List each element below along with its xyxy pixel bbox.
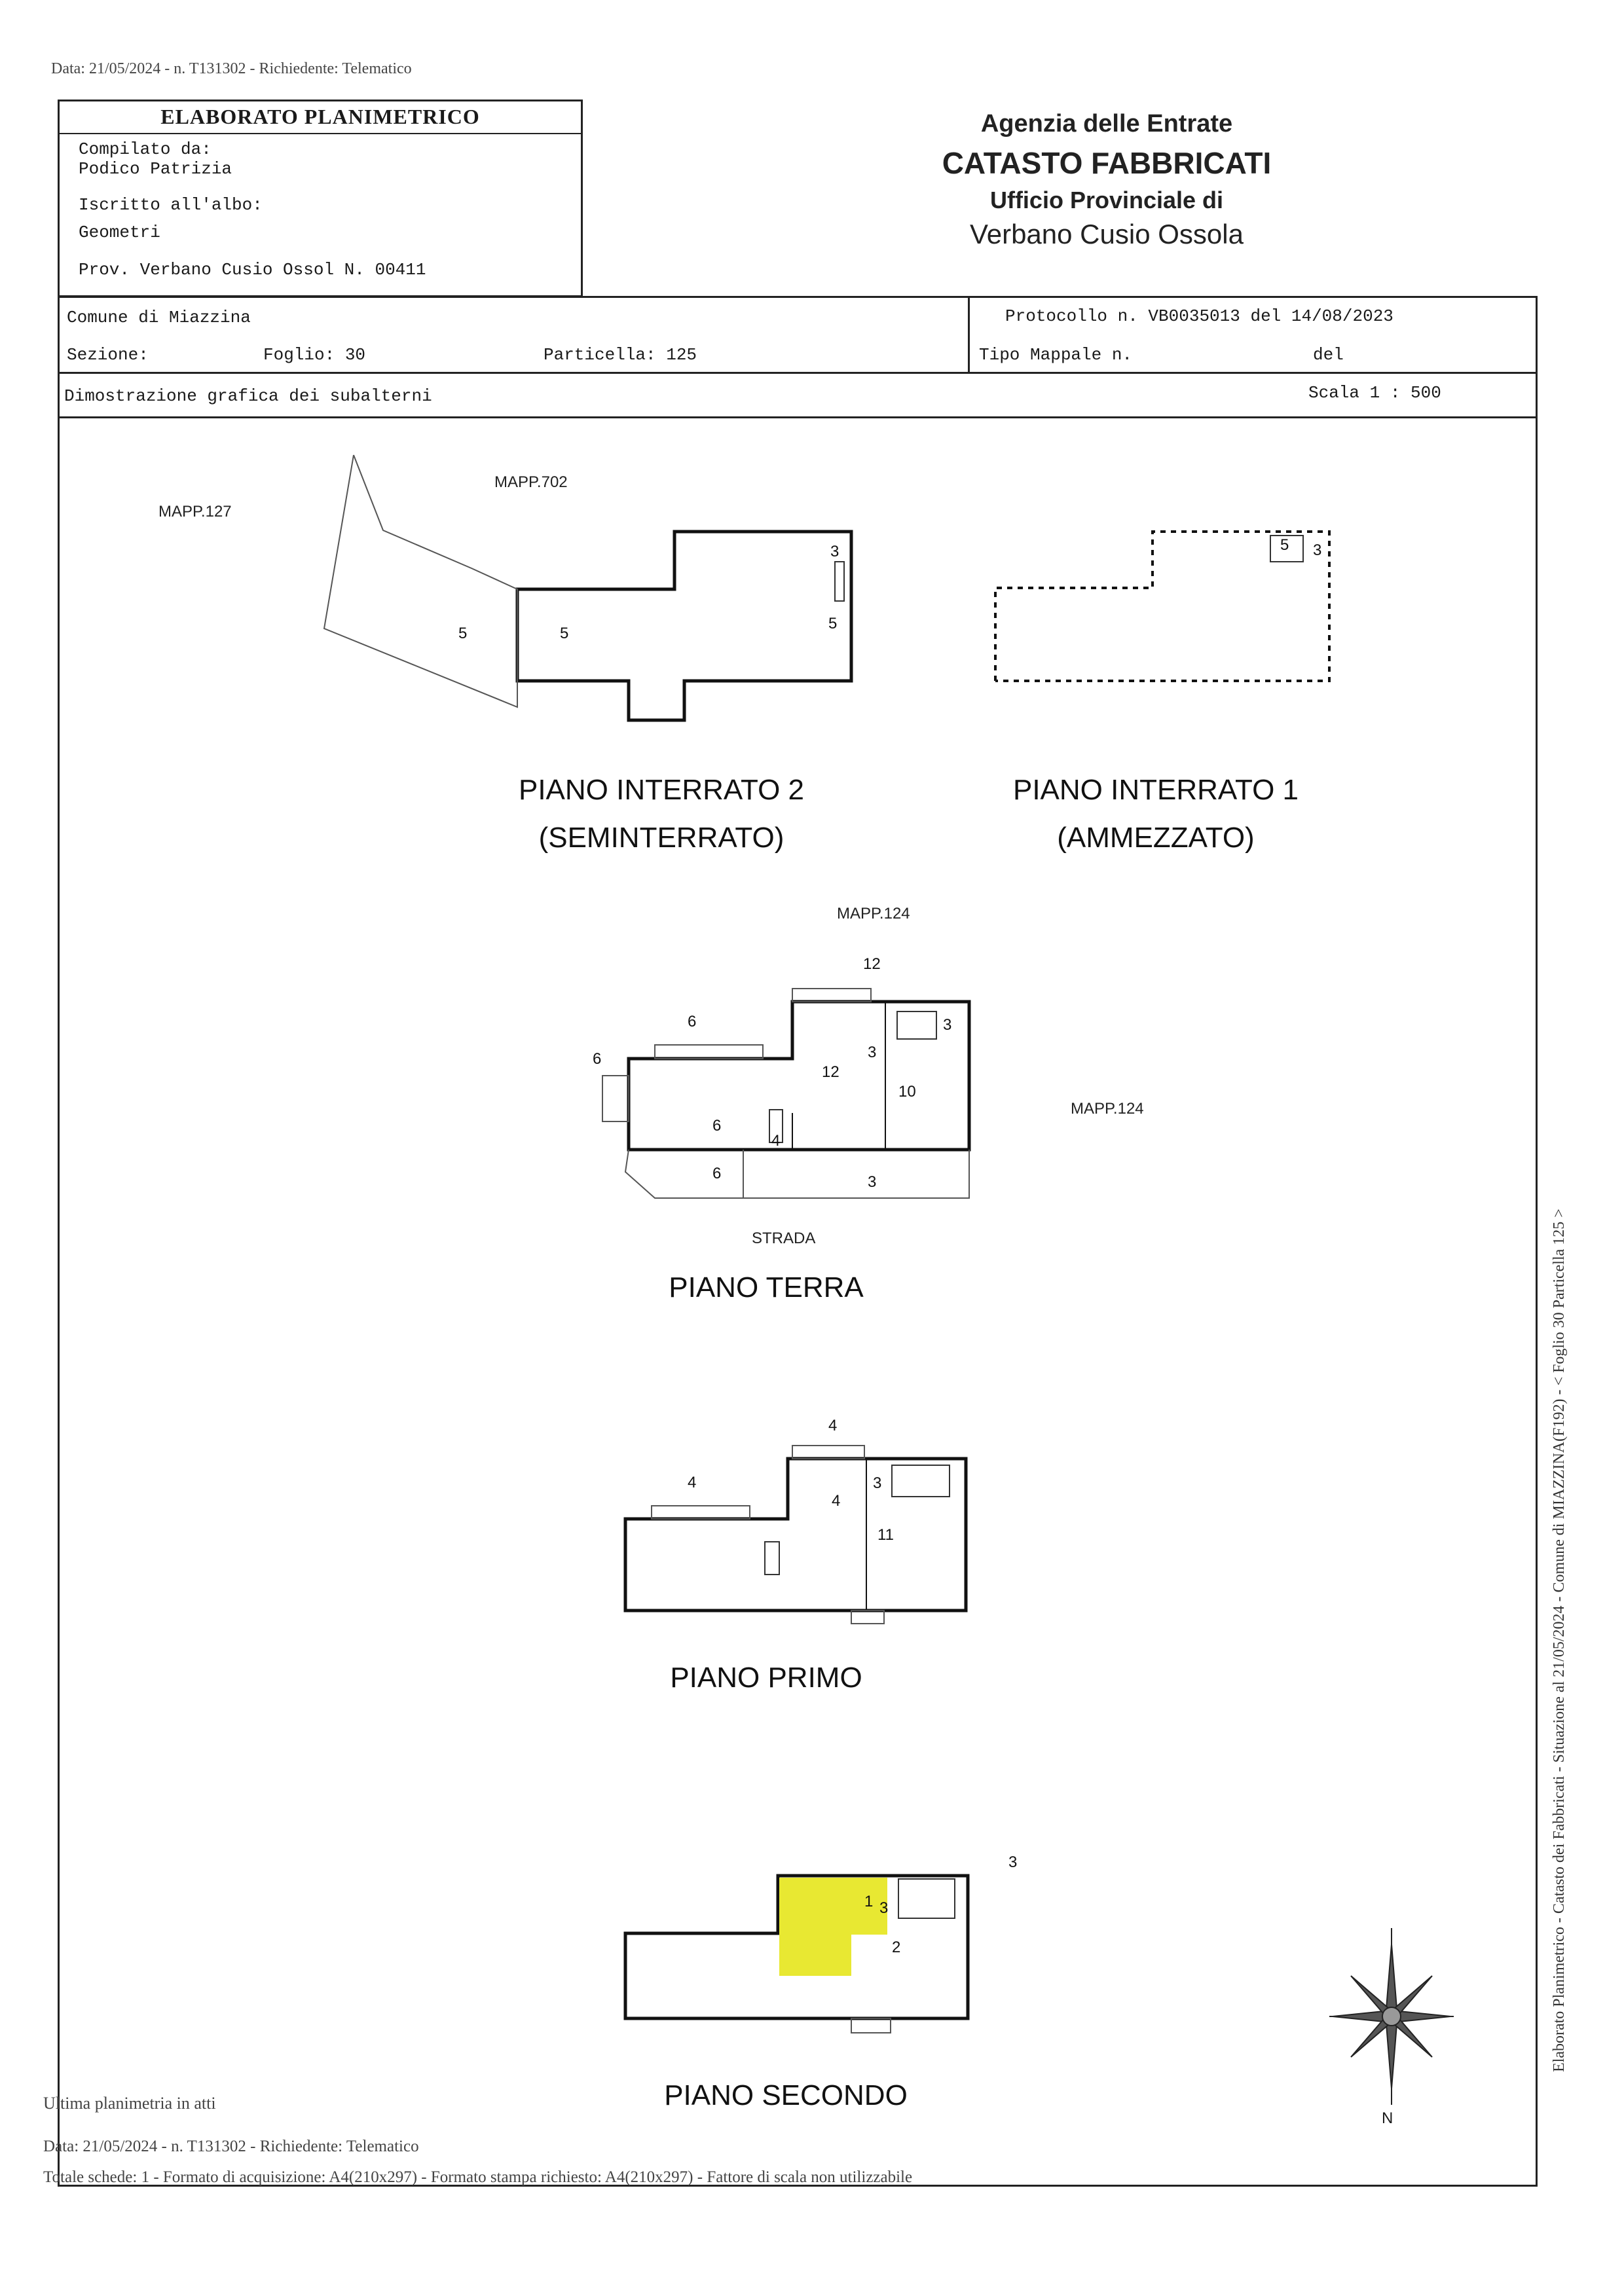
primo-balcony-left: [652, 1506, 750, 1519]
interrato1-subtitle: (AMMEZZATO): [1057, 822, 1255, 854]
sezione-label: Sezione:: [67, 345, 149, 365]
registered-label: Iscritto all'albo:: [79, 195, 263, 215]
sub-number: 5: [458, 625, 468, 642]
sub-number: 3: [873, 1474, 882, 1492]
compass-rose-icon: [1329, 1928, 1454, 2105]
sub-number: 3: [1008, 1853, 1018, 1871]
mapp127-label: MAPP.127: [158, 503, 232, 520]
sub-number: 3: [830, 543, 840, 560]
interrato1-outline: [995, 532, 1329, 681]
del-label: del: [1313, 345, 1344, 365]
footer-format-line: Totale schede: 1 - Formato di acquisizione: A4(210x297) - Formato stampa richiesto: A4(210x297) - Fattore di scala non utilizzabile: [43, 2168, 913, 2186]
dimostrazione-label: Dimostrazione grafica dei subalterni: [64, 386, 432, 406]
elaborato-title: ELABORATO PLANIMETRICO: [160, 105, 480, 128]
sub-number: 4: [832, 1492, 841, 1510]
sub-number: 5: [828, 615, 838, 632]
top-request-line: Data: 21/05/2024 - n. T131302 - Richiedente: Telematico: [51, 60, 412, 77]
sub-number: 3: [868, 1044, 877, 1061]
sub-number: 12: [863, 955, 881, 973]
secondo-bottom-step: [851, 2018, 891, 2033]
sub-number: 4: [828, 1417, 838, 1434]
stair-interrato2: [835, 562, 844, 601]
sub-number: 3: [943, 1016, 952, 1034]
sub-number: 12: [822, 1063, 840, 1081]
sub-number: 3: [879, 1899, 889, 1917]
terra-balcony-top: [792, 989, 871, 1002]
footer-request-line: Data: 21/05/2024 - n. T131302 - Richiedente: Telematico: [43, 2138, 419, 2155]
primo-balcony-top: [792, 1446, 864, 1459]
terra-outline: [629, 1002, 969, 1150]
stair-primo-right: [892, 1465, 950, 1497]
primo-title: PIANO PRIMO: [670, 1662, 862, 1694]
interrato2-title: PIANO INTERRATO 2: [518, 774, 804, 806]
secondo-title: PIANO SECONDO: [664, 2079, 908, 2111]
comune-label: Comune di Miazzina: [67, 308, 251, 327]
sub-number: 2: [892, 1939, 901, 1956]
province-line: Prov. Verbano Cusio Ossol N. 00411: [79, 260, 426, 280]
stair-terra-right: [897, 1011, 936, 1039]
scale-label: Scala 1 : 500: [1308, 383, 1441, 403]
sub-number: 10: [898, 1083, 916, 1101]
ufficio-province: Verbano Cusio Ossola: [970, 219, 1244, 249]
sub-number: 3: [1313, 541, 1322, 559]
foglio-label: Foglio: 30: [263, 345, 366, 365]
registered-value: Geometri: [79, 223, 160, 242]
sub-number: 1: [864, 1893, 874, 1910]
particella-label: Particella: 125: [544, 345, 697, 365]
ufficio-label: Ufficio Provinciale di: [989, 187, 1224, 213]
primo-outline: [625, 1459, 966, 1611]
catasto-title: CATASTO FABBRICATI: [942, 146, 1272, 180]
sub-number: 6: [688, 1013, 697, 1030]
terra-side-step: [602, 1076, 629, 1121]
tipo-mappale-label: Tipo Mappale n.: [979, 345, 1133, 365]
side-vertical-caption: Elaborato Planimetrico - Catasto dei Fabbricati - Situazione al 21/05/2024 - Comune di MIAZZINA(F192) - < Foglio 30 Particella 125 >: [1551, 1209, 1568, 2072]
sub-number: 4: [688, 1474, 697, 1491]
primo-bottom-step: [851, 1611, 884, 1624]
sub-number: 3: [868, 1173, 877, 1191]
terra-balcony-left: [655, 1045, 763, 1059]
stair-primo-mid: [765, 1542, 779, 1575]
sub-number: 5: [560, 625, 569, 642]
stair-secondo-right: [898, 1879, 955, 1918]
strada-label: STRADA: [752, 1230, 816, 1247]
mapp124-top-label: MAPP.124: [837, 905, 910, 922]
mapp124-right-label: MAPP.124: [1071, 1100, 1144, 1118]
terra-title: PIANO TERRA: [669, 1271, 864, 1303]
sub-number: 5: [1280, 536, 1289, 554]
compiled-name: Podico Patrizia: [79, 159, 232, 179]
sub-number: 4: [771, 1132, 781, 1150]
mapp702-label: MAPP.702: [494, 473, 568, 491]
compass-north-label: N: [1382, 2109, 1393, 2127]
compiled-label: Compilato da:: [79, 139, 212, 159]
terra-street-edge: [625, 1150, 969, 1198]
interrato1-title: PIANO INTERRATO 1: [1012, 774, 1299, 806]
sub-number: 11: [877, 1526, 894, 1544]
sub-number: 6: [712, 1165, 722, 1182]
sub-number: 6: [712, 1117, 722, 1135]
ultima-planimetria: Ultima planimetria in atti: [43, 2094, 216, 2113]
land-boundary-interrato2: [324, 455, 517, 707]
protocollo-label: Protocollo n. VB0035013 del 14/08/2023: [1005, 306, 1393, 326]
sub-number: 6: [593, 1050, 602, 1068]
interrato2-subtitle: (SEMINTERRATO): [538, 822, 784, 854]
agency-name: Agenzia delle Entrate: [980, 110, 1233, 137]
